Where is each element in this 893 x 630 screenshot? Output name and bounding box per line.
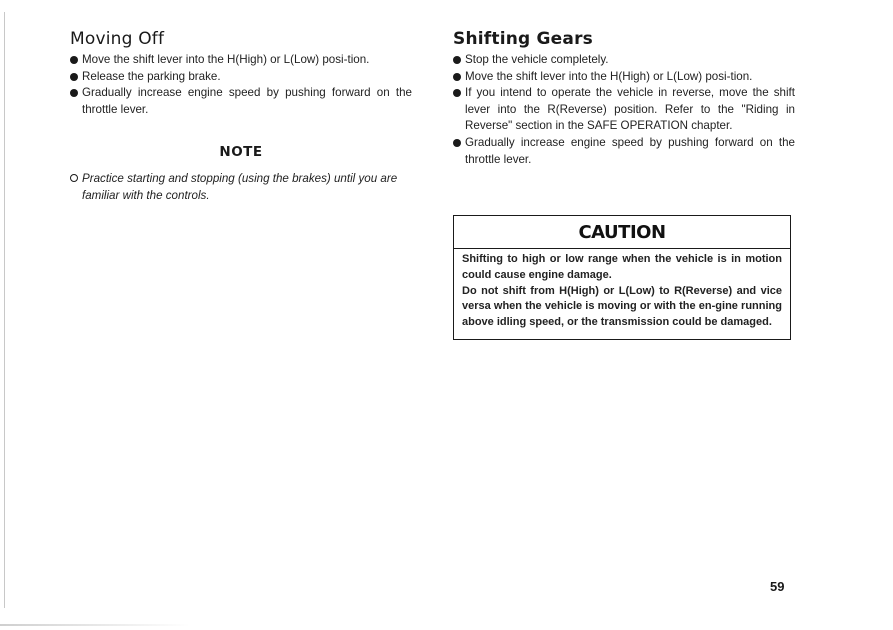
bullet-icon <box>453 139 461 147</box>
step-text: Release the parking brake. <box>82 69 221 83</box>
bullet-icon <box>70 89 78 97</box>
moving-off-title: Moving Off <box>70 29 165 49</box>
step-text: If you intend to operate the vehicle in reverse, move the shift lever into the R(Reverse) position. Refer to the "Riding in Reverse" section in the SAFE OPERATION chapter. <box>465 86 795 133</box>
page-number: 59 <box>770 579 785 594</box>
step-text: Gradually increase engine speed by pushing forward on the throttle lever. <box>465 135 795 166</box>
caution-paragraph: Shifting to high or low range when the vehicle is in motion could cause engine damage. <box>462 253 782 281</box>
shifting-gears-steps <box>453 52 795 168</box>
list-item <box>70 69 412 86</box>
list-item <box>70 52 412 69</box>
bullet-icon <box>453 73 461 81</box>
moving-off-section <box>70 28 412 204</box>
page-scan-shadow <box>0 624 190 626</box>
note-heading: NOTE <box>219 144 263 161</box>
list-item <box>453 135 795 168</box>
list-item <box>70 85 412 118</box>
moving-off-steps <box>70 52 412 118</box>
step-text: Move the shift lever into the H(High) or L(Low) posi-tion. <box>465 69 753 83</box>
open-circle-icon <box>70 174 78 182</box>
bullet-icon <box>70 56 78 64</box>
note-text: Practice starting and stopping (using the brakes) until you are familiar with the controls. <box>82 172 398 203</box>
step-text: Stop the vehicle completely. <box>465 53 609 66</box>
list-item <box>453 85 795 135</box>
bullet-icon <box>453 89 461 97</box>
caution-paragraph: Do not shift from H(High) or L(Low) to R(Reverse) and vice versa when the vehicle is moving or with the en-gine running above idling speed, or the transmission could be damaged. <box>462 284 782 329</box>
caution-body <box>454 249 790 331</box>
shifting-gears-section <box>453 28 795 168</box>
list-item <box>453 69 795 86</box>
step-text: Move the shift lever into the H(High) or L(Low) posi-tion. <box>82 53 370 66</box>
bullet-icon <box>70 73 78 81</box>
shifting-gears-title: Shifting Gears <box>453 29 593 49</box>
list-item <box>453 52 795 69</box>
bullet-icon <box>453 56 461 64</box>
caution-box <box>453 215 791 340</box>
page-edge-line <box>4 12 5 608</box>
caution-title: CAUTION <box>454 216 790 249</box>
note-text-block <box>70 170 412 204</box>
step-text: Gradually increase engine speed by pushing forward on the throttle lever. <box>82 86 412 116</box>
